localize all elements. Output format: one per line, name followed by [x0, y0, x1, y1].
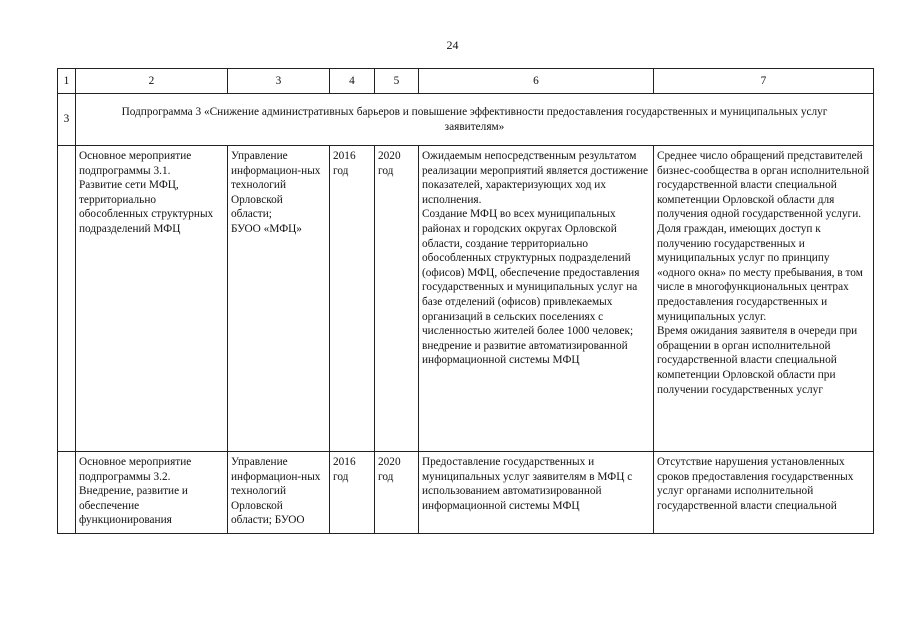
start-year-cell: 2016 год	[330, 146, 375, 452]
indicators-cell: Среднее число обращений представителей бизнес-сообщества в орган исполнительной государственной власти специальной компетенции Орловской области для получения одной государственной услуги. Доля граждан, имеющих доступ к получению государственных и муниципальных услуг по принципу «одного окна» по месту пребывания, в том числе в многофункциональных центрах предоставления государственных и муниципальных услуг. Время ожидания заявителя в очереди при обращении в орган исполнительной государственной власти специальной компетенции Орловской области при получении государственных услуг	[654, 146, 874, 452]
result-cell: Ожидаемым непосредственным результатом реализации мероприятий является достижение показателей, характеризующих ход их исполнения. Создание МФЦ во всех муниципальных районах и городских округах Орловской области, создание территориально обособленных структурных подразделений (офисов) МФЦ, обеспечение предоставления государственных и муниципальных услуг на базе отделений (офисов) привлекаемых организаций в сельских поселениях с численностью жителей более 1000 человек; внедрение и развитие автоматизированной информационной системы МФЦ	[419, 146, 654, 452]
column-number: 5	[375, 69, 419, 94]
row-number-cell	[58, 146, 76, 452]
activity-cell: Основное мероприятие подпрограммы 3.2. Внедрение, развитие и обеспечение функционирования	[76, 452, 228, 534]
executor-cell: Управление информацион-ных технологий Орловской области; БУОО «МФЦ»	[228, 146, 330, 452]
result-cell: Предоставление государственных и муниципальных услуг заявителям в МФЦ с использованием автоматизированной информационной системы МФЦ	[419, 452, 654, 534]
column-number: 2	[76, 69, 228, 94]
column-number: 3	[228, 69, 330, 94]
column-number: 7	[654, 69, 874, 94]
page-number: 24	[446, 38, 459, 52]
table-row	[58, 146, 874, 452]
row-number-cell	[58, 452, 76, 534]
executor-cell: Управление информацион-ных технологий Орловской области; БУОО	[228, 452, 330, 534]
subprogram-row	[58, 94, 874, 146]
column-number: 6	[419, 69, 654, 94]
table-row	[58, 452, 874, 534]
end-year-cell: 2020 год	[375, 146, 419, 452]
activity-cell: Основное мероприятие подпрограммы 3.1. Развитие сети МФЦ, территориально обособленных структурных подразделений МФЦ	[76, 146, 228, 452]
column-number-row	[58, 69, 874, 94]
column-number: 4	[330, 69, 375, 94]
indicators-cell: Отсутствие нарушения установленных сроков предоставления государственных услуг органами исполнительной государственной власти специальной	[654, 452, 874, 534]
start-year-cell: 2016 год	[330, 452, 375, 534]
program-table	[57, 68, 874, 534]
end-year-cell: 2020 год	[375, 452, 419, 534]
column-number: 1	[58, 69, 76, 94]
subprogram-title: Подпрограмма 3 «Снижение административных барьеров и повышение эффективности предоставления государственных и муниципальных услуг заявителям»	[76, 94, 874, 146]
subprogram-row-number: 3	[58, 94, 76, 146]
